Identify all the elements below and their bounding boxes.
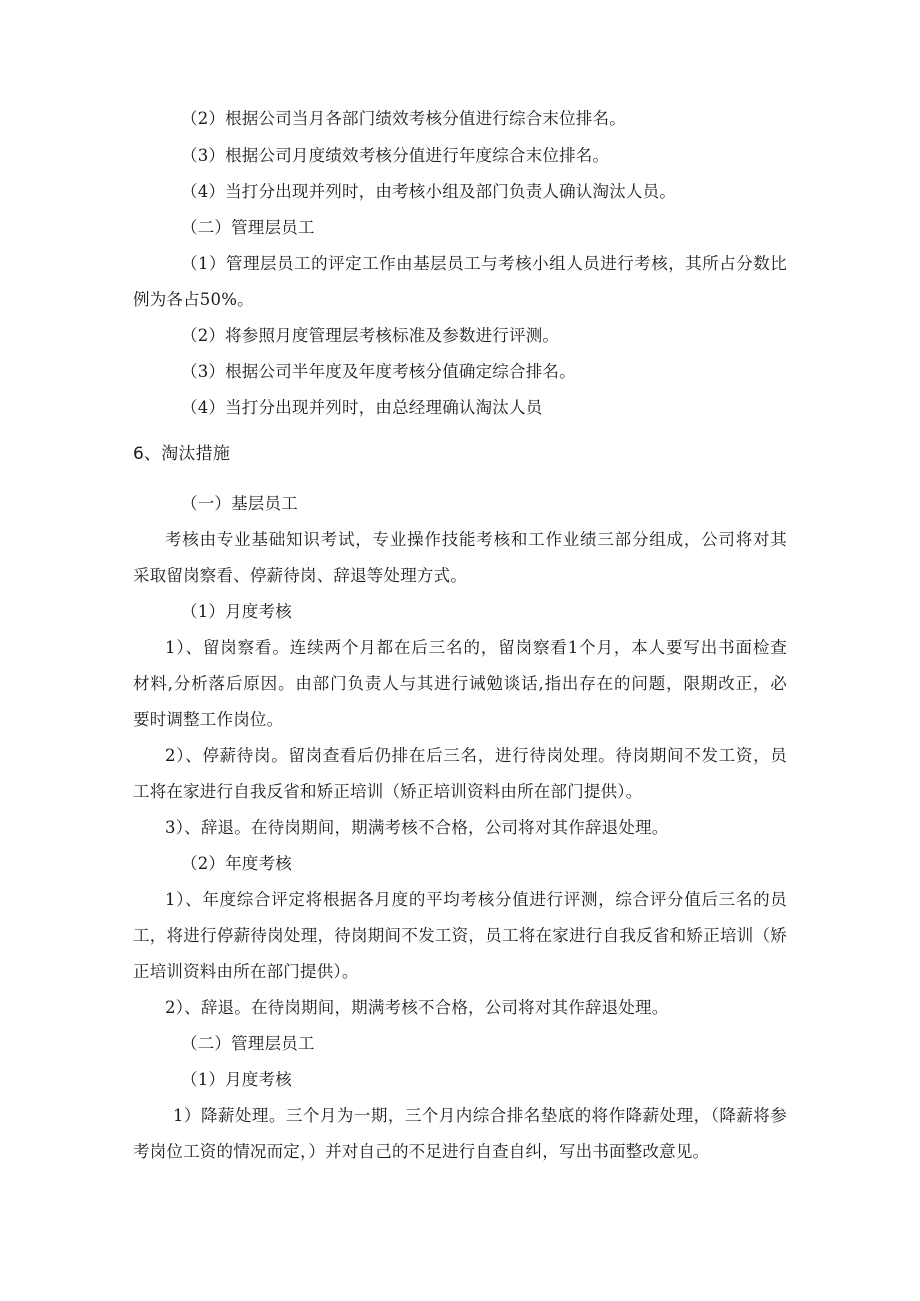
- subsection-heading: （1）月度考核: [181, 1070, 292, 1089]
- subsection-heading: （一）基层员工: [181, 494, 298, 513]
- paragraph-line: 1）、年度综合评定将根据各月度的平均考核分值进行评测，综合评分值后三名的员: [165, 890, 787, 909]
- paragraph-line: 工将在家进行自我反省和矫正培训（矫正培训资料由所在部门提供）。: [133, 782, 643, 801]
- paragraph-line: 要时调整工作岗位。: [133, 710, 284, 729]
- paragraph-line: 例为各占50%。: [133, 290, 254, 309]
- subsection-heading: （二）管理层员工: [181, 1034, 315, 1053]
- paragraph-line: 1）降薪处理。三个月为一期，三个月内综合排名垫底的将作降薪处理，（降薪将参: [173, 1106, 787, 1125]
- subsection-heading: （1）月度考核: [181, 602, 292, 621]
- paragraph-line: （2）根据公司当月各部门绩效考核分值进行综合末位排名。: [181, 109, 626, 128]
- paragraph-line: （2）将参照月度管理层考核标准及参数进行评测。: [181, 326, 560, 345]
- subsection-heading: （二）管理层员工: [181, 218, 315, 237]
- paragraph-line: 3）、辞退。在待岗期间，期满考核不合格，公司将对其作辞退处理。: [165, 818, 669, 837]
- paragraph-line: 2）、辞退。在待岗期间，期满考核不合格，公司将对其作辞退处理。: [165, 998, 669, 1017]
- paragraph-line: 2）、停薪待岗。留岗查看后仍排在后三名，进行待岗处理。待岗期间不发工资，员: [165, 746, 787, 765]
- paragraph-line: （3）根据公司月度绩效考核分值进行年度综合末位排名。: [181, 146, 610, 165]
- paragraph-line: （4）当打分出现并列时，由总经理确认淘汰人员: [181, 398, 543, 417]
- paragraph-line: 采取留岗察看、停薪待岗、辞退等处理方式。: [133, 566, 467, 585]
- paragraph-line: 工，将进行停薪待岗处理，待岗期间不发工资，员工将在家进行自我反省和矫正培训（矫: [133, 926, 787, 945]
- paragraph-line: 1）、留岗察看。连续两个月都在后三名的，留岗察看1个月，本人要写出书面检查: [165, 638, 787, 657]
- paragraph-line: 考岗位工资的情况而定，）并对自己的不足进行自查自纠，写出书面整改意见。: [133, 1142, 710, 1161]
- paragraph-line: （4）当打分出现并列时，由考核小组及部门负责人确认淘汰人员。: [181, 182, 676, 201]
- paragraph-line: （1）管理层员工的评定工作由基层员工与考核小组人员进行考核，其所占分数比: [181, 254, 787, 273]
- paragraph-line: （3）根据公司半年度及年度考核分值确定综合排名。: [181, 362, 576, 381]
- section-heading: 6、淘汰措施: [133, 444, 231, 464]
- paragraph-line: 考核由专业基础知识考试，专业操作技能考核和工作业绩三部分组成，公司将对其: [165, 530, 787, 549]
- paragraph-line: 正培训资料由所在部门提供）。: [133, 962, 359, 981]
- paragraph-line: 材料,分析落后原因。由部门负责人与其进行诫勉谈话,指出存在的问题，限期改正，必: [133, 674, 787, 693]
- subsection-heading: （2）年度考核: [181, 854, 292, 873]
